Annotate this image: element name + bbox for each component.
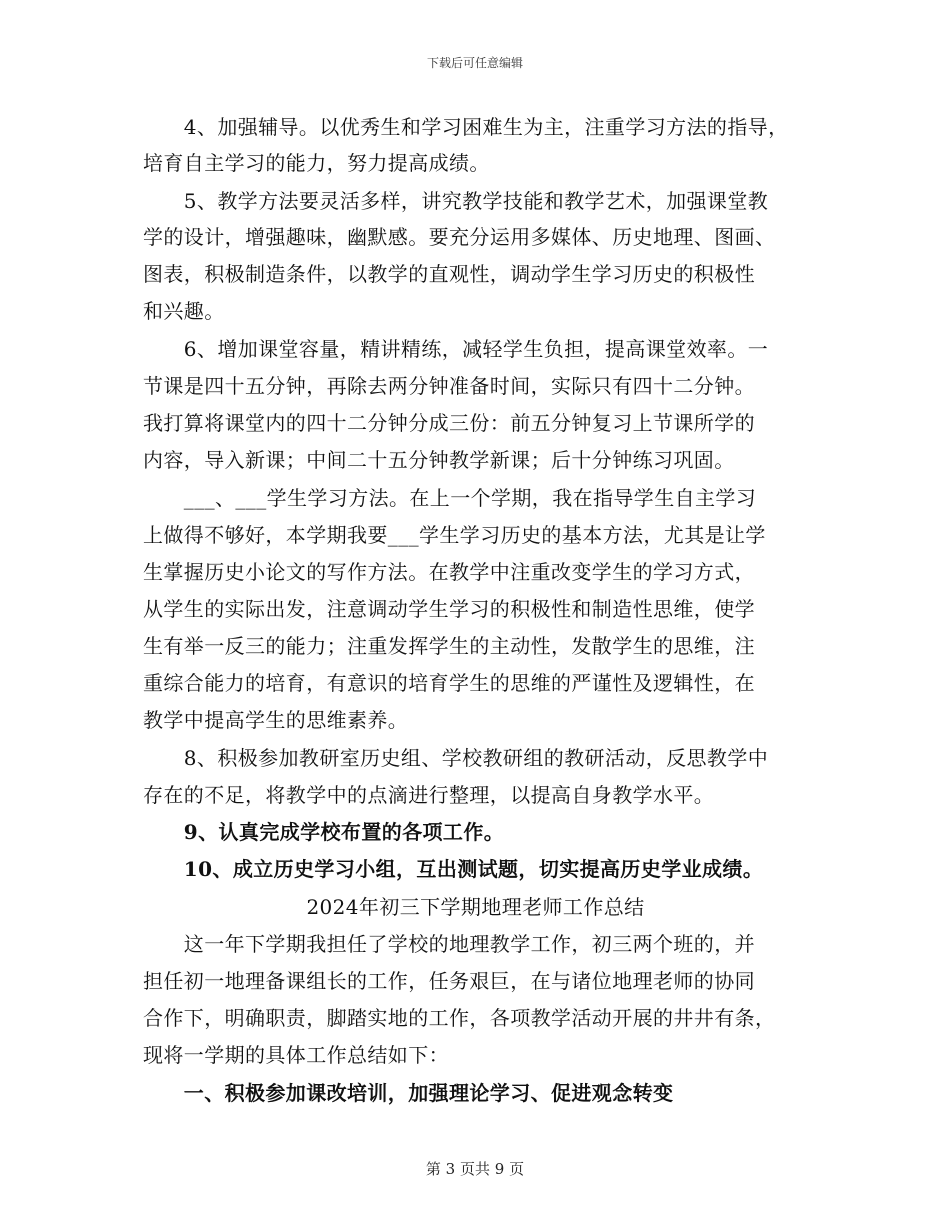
- paragraph-line: 我打算将课堂内的四十二分钟分成三份：前五分钟复习上节课所学的: [143, 411, 755, 435]
- paragraph-line: 上做得不够好，本学期我要___学生学习历史的基本方法，尤其是让学: [143, 523, 766, 547]
- paragraph-line: 生有举一反三的能力；注重发挥学生的主动性，发散学生的思维，注: [143, 634, 755, 658]
- paragraph-line: 4、加强辅导。以优秀生和学习困难生为主，注重学习方法的指导，: [143, 115, 789, 139]
- paragraph-line: 5、教学方法要灵活多样，讲究教学技能和教学艺术，加强课堂教: [143, 189, 769, 213]
- paragraph-line: 培育自主学习的能力，努力提高成绩。: [143, 151, 490, 175]
- paragraph-line: 图表，积极制造条件，以教学的直观性，调动学生学习历史的积极性: [143, 262, 755, 286]
- paragraph-line: 8、积极参加教研室历史组、学校教研组的教研活动，反思教学中: [143, 746, 769, 770]
- paragraph-line: 这一年下学期我担任了学校的地理教学工作，初三两个班的，并: [143, 932, 755, 956]
- paragraph-line: 担任初一地理备课组长的工作，任务艰巨，在与诸位地理老师的协同: [143, 969, 755, 993]
- paragraph-line: 从学生的实际出发，注意调动学生学习的积极性和制造性思维，使学: [143, 597, 755, 621]
- paragraph-line: 合作下，明确职责，脚踏实地的工作，各项教学活动开展的井井有条，: [143, 1006, 776, 1030]
- bold-item-line: 10、成立历史学习小组，互出测试题，切实提高历史学业成绩。: [143, 857, 764, 881]
- paragraph-line: 和兴趣。: [143, 299, 225, 323]
- paragraph-line: 内容，导入新课；中间二十五分钟教学新课；后十分钟练习巩固。: [143, 448, 735, 472]
- paragraph-line: 教学中提高学生的思维素养。: [143, 708, 409, 732]
- paragraph-line: 6、增加课堂容量，精讲精练，减轻学生负担，提高课堂效率。一: [143, 337, 769, 361]
- paragraph-line: 节课是四十五分钟，再除去两分钟准备时间，实际只有四十二分钟。: [143, 374, 755, 398]
- paragraph-line: ___、___学生学习方法。在上一个学期，我在指导学生自主学习: [143, 486, 757, 510]
- page-header: 下载后可任意编辑: [426, 56, 523, 70]
- bold-item-line: 9、认真完成学校布置的各项工作。: [143, 820, 505, 844]
- section-title: 2024年初三下学期地理老师工作总结: [306, 895, 645, 919]
- paragraph-line: 存在的不足，将教学中的点滴进行整理，以提高自身教学水平。: [143, 783, 715, 807]
- paragraph-line: 重综合能力的培育，有意识的培育学生的思维的严谨性及逻辑性，在: [143, 671, 755, 695]
- subsection-heading: 一、积极参加课改培训，加强理论学习、促进观念转变: [143, 1081, 674, 1105]
- paragraph-line: 现将一学期的具体工作总结如下：: [143, 1043, 449, 1067]
- paragraph-line: 学的设计，增强趣味，幽默感。要充分运用多媒体、历史地理、图画、: [143, 225, 776, 249]
- paragraph-line: 生掌握历史小论文的写作方法。在教学中注重改变学生的学习方式，: [143, 560, 755, 584]
- page-footer: 第 3 页共 9 页: [425, 1160, 525, 1178]
